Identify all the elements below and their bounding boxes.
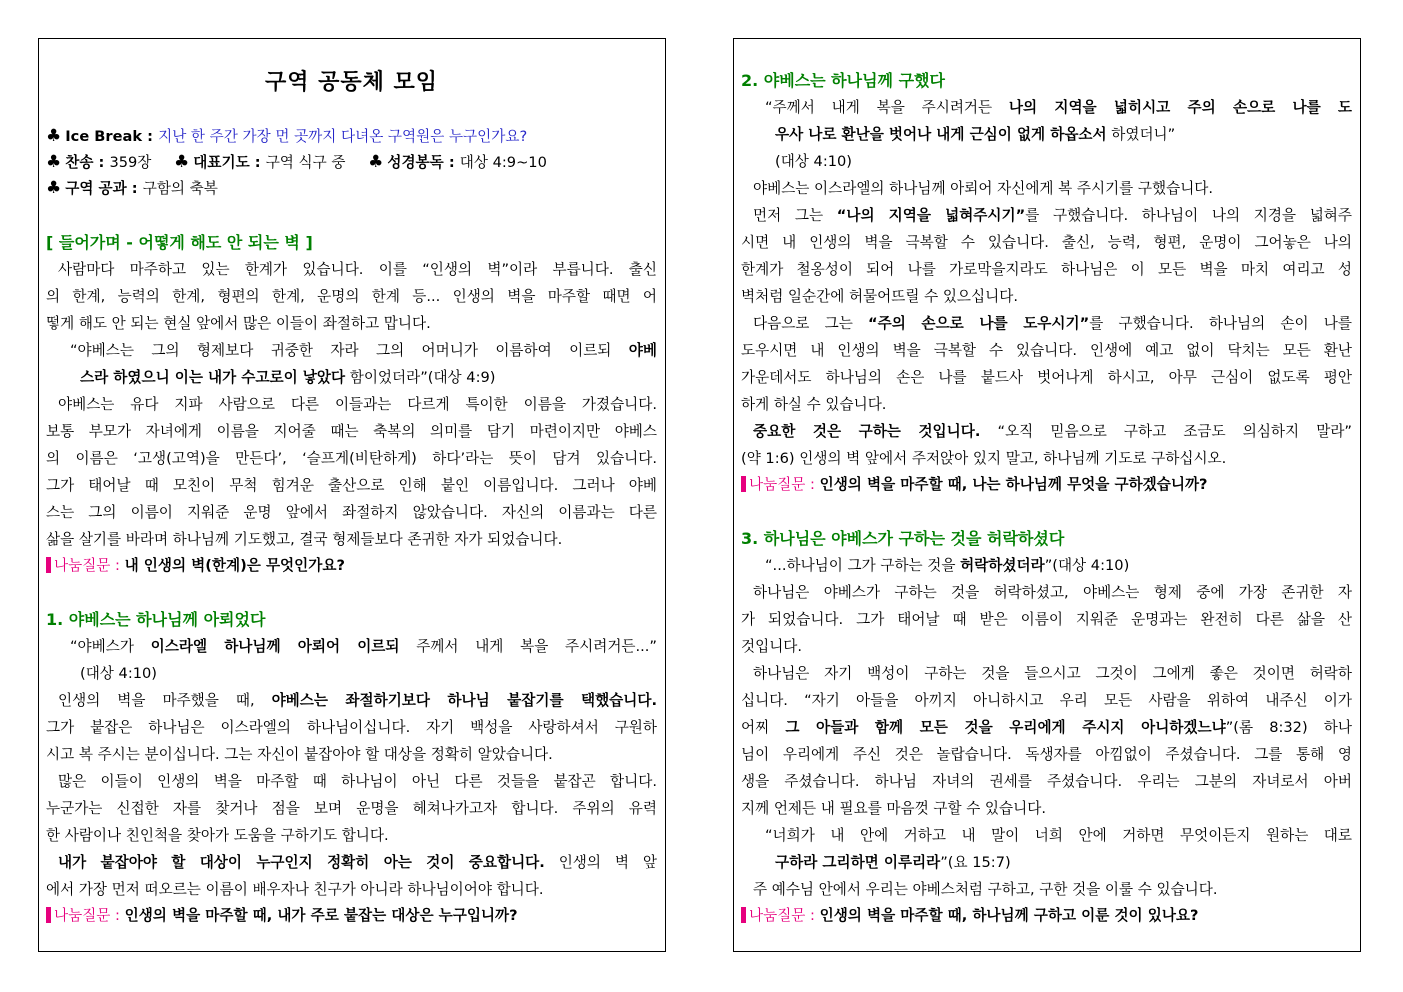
section3-heading: 3. 하나님은 야베스가 구하는 것을 허락하셨다 bbox=[741, 529, 1065, 548]
intro-verse-line: “야베스는 그의 형제보다 귀중한 자라 그의 어머니가 이름하여 이르되 야베 bbox=[70, 342, 657, 359]
section3-paragraph-line: 지께 언제든 내 필요를 마음껏 구할 수 있습니다. bbox=[741, 800, 1046, 817]
section1-verse-line: “야베스가 이스라엘 하나님께 아뢰어 이르되 주께서 내게 복을 주시려거든...” bbox=[70, 638, 657, 655]
section1-verse-ref: (대상 4:10) bbox=[80, 665, 157, 682]
section3-paragraph-line: 십니다. “자기 아들을 아끼지 아니하시고 우리 모든 사람을 위하여 내주신 이가 bbox=[741, 692, 1352, 709]
section3-paragraph-line: 님이 우리에게 주신 것은 놀랍습니다. 독생자를 아낌없이 주셨습니다. 그를 통해 영 bbox=[741, 746, 1352, 763]
icebreak-question: 지난 한 주간 가장 먼 곳까지 다녀온 구역원은 누구인가요? bbox=[158, 128, 528, 145]
section3-verse-line: “...하나님이 그가 구하는 것을 허락하셨더라”(대상 4:10) bbox=[765, 557, 1130, 574]
section3-paragraph-line: 어찌 그 아들과 함께 모든 것을 우리에게 주시지 아니하겠느냐”(롬 8:32) 하나 bbox=[741, 719, 1352, 736]
section2-paragraph-line: 벽처럼 일순간에 허물어뜨릴 수 있으십니다. bbox=[741, 288, 1018, 305]
section3-paragraph-line: 가 되었습니다. 그가 태어날 때 받은 이름이 지워준 운명과는 완전히 다른 삶을 산 bbox=[741, 611, 1352, 628]
section2-verse-ref: (대상 4:10) bbox=[775, 153, 852, 170]
section2-paragraph-line: 시면 내 인생의 벽을 극복할 수 있습니다. 출신, 능력, 형편, 운명이 그어놓은 나의 bbox=[741, 234, 1352, 251]
intro-paragraph-line: 사람마다 마주하고 있는 한계가 있습니다. 이를 “인생의 벽”이라 부릅니다. 출신 bbox=[58, 261, 657, 278]
section2-heading: 2. 야베스는 하나님께 구했다 bbox=[741, 71, 945, 90]
intro-paragraph-line: 야베스는 유다 지파 사람으로 다른 이들과는 다르게 특이한 이름을 가졌습니다. bbox=[58, 396, 657, 413]
section2-paragraph-line: 중요한 것은 구하는 것입니다. “오직 믿음으로 구하고 조금도 의심하지 말라” bbox=[753, 423, 1352, 440]
section2-verse-line: 우사 나로 환난을 벗어나 내게 근심이 없게 하옵소서 하였더니” bbox=[775, 126, 1176, 143]
club-icon: ♣ bbox=[368, 152, 384, 172]
club-icon: ♣ bbox=[46, 126, 62, 146]
hymn-line: ♣ 찬송 : 359장 ♣ 대표기도 : 구역 식구 중 ♣ 성경봉독 : 대상 4:9~10 bbox=[46, 152, 547, 172]
bookmark-icon bbox=[741, 476, 746, 492]
club-icon: ♣ bbox=[174, 152, 190, 172]
section2-paragraph-line: (약 1:6) 인생의 벽 앞에서 주저앉아 있지 말고, 하나님께 기도로 구하십시오. bbox=[741, 450, 1227, 467]
left-page bbox=[38, 38, 666, 952]
section1-paragraph-line: 많은 이들이 인생의 벽을 마주할 때 하나님이 아닌 다른 것들을 붙잡곤 합니다. bbox=[58, 773, 657, 790]
section2-paragraph-line: 한계가 철옹성이 되어 나를 가로막을지라도 하나님은 이 모든 벽을 마치 여리고 성 bbox=[741, 261, 1352, 278]
club-icon: ♣ bbox=[46, 178, 62, 198]
sharing-question: 나눔질문 : 인생의 벽을 마주할 때, 내가 주로 붙잡는 대상은 누구입니까? bbox=[46, 906, 657, 926]
section3-paragraph-line: 생을 주셨습니다. 하나님 자녀의 권세를 주셨습니다. 우리는 그분의 자녀로서 아버 bbox=[741, 773, 1352, 790]
intro-paragraph-line: 보통 부모가 자녀에게 이름을 지어줄 때는 축복의 의미를 담기 마련이지만 야베스 bbox=[46, 423, 657, 440]
section1-paragraph-line: 인생의 벽을 마주했을 때, 야베스는 좌절하기보다 하나님 붙잡기를 택했습니다. bbox=[58, 692, 657, 709]
bookmark-icon bbox=[46, 907, 51, 923]
section3-verse-line: “너희가 내 안에 거하고 내 말이 너희 안에 거하면 무엇이든지 원하는 대로 bbox=[765, 827, 1352, 844]
intro-heading: [ 들어가며 - 어떻게 해도 안 되는 벽 ] bbox=[46, 233, 313, 252]
section2-paragraph-line: 야베스는 이스라엘의 하나님께 아뢰어 자신에게 복 주시기를 구했습니다. bbox=[753, 180, 1214, 197]
intro-verse-line: 스라 하였으니 이는 내가 수고로이 낳았다 함이었더라”(대상 4:9) bbox=[80, 369, 496, 386]
section1-paragraph-line: 한 사람이나 친인척을 찾아가 도움을 구하기도 합니다. bbox=[46, 827, 389, 844]
sharing-question: 나눔질문 : 내 인생의 벽(한계)은 무엇인가요? bbox=[46, 556, 657, 576]
page-title: 구역 공동체 모임 bbox=[264, 70, 439, 95]
section2-paragraph-line: 가운데서도 하나님의 손은 나를 붙드사 벗어나게 하시고, 아무 근심이 없도록 평안 bbox=[741, 369, 1352, 386]
bookmark-icon bbox=[46, 557, 51, 573]
club-icon: ♣ bbox=[46, 152, 62, 172]
section3-paragraph-line: 하나님은 야베스가 구하는 것을 허락하셨고, 야베스는 형제 중에 가장 존귀한 자 bbox=[753, 584, 1352, 601]
section1-paragraph-line: 시고 복 주시는 분이십니다. 그는 자신이 붙잡아야 할 대상을 정확히 알았습니다. bbox=[46, 746, 553, 763]
section2-paragraph-line: 하게 하실 수 있습니다. bbox=[741, 396, 887, 413]
intro-paragraph-line: 의 이름은 ‘고생(고역)을 만든다’, ‘슬프게(비탄하게) 하다’라는 뜻이 담겨 있습니다. bbox=[46, 450, 657, 467]
section2-paragraph-line: 다음으로 그는 “주의 손으로 나를 도우시기”를 구했습니다. 하나님의 손이 나를 bbox=[753, 315, 1352, 332]
intro-paragraph-line: 삶을 살기를 바라며 하나님께 기도했고, 결국 형제들보다 존귀한 자가 되었습니다. bbox=[46, 531, 563, 548]
sharing-question: 나눔질문 : 인생의 벽을 마주할 때, 나는 하나님께 무엇을 구하겠습니까? bbox=[741, 475, 1352, 495]
section1-paragraph-line: 그가 붙잡은 하나님은 이스라엘의 하나님이십니다. 자기 백성을 사랑하셔서 구원하 bbox=[46, 719, 657, 736]
intro-paragraph-line: 그가 태어날 때 모친이 무척 힘겨운 출산으로 인해 붙인 이름입니다. 그러나 야베 bbox=[46, 477, 657, 494]
section1-paragraph-line: 에서 가장 먼저 떠오르는 이름이 배우자나 친구가 아니라 하나님이어야 합니다. bbox=[46, 881, 544, 898]
section2-paragraph-line: 도우시면 내 인생의 벽을 극복할 수 있습니다. 인생에 예고 없이 닥치는 모든 환난 bbox=[741, 342, 1352, 359]
right-page bbox=[733, 38, 1361, 952]
bookmark-icon bbox=[741, 907, 746, 923]
section2-paragraph-line: 먼저 그는 “나의 지역을 넓혀주시기”를 구했습니다. 하나님이 나의 지경을 넓혀주 bbox=[753, 207, 1352, 224]
section3-paragraph-line: 주 예수님 안에서 우리는 야베스처럼 구하고, 구한 것을 이룰 수 있습니다. bbox=[753, 881, 1218, 898]
section3-paragraph-line: 하나님은 자기 백성이 구하는 것을 들으시고 그것이 그에게 좋은 것이면 허락하 bbox=[753, 665, 1352, 682]
lesson-line: ♣ 구역 공과 : 구함의 축복 bbox=[46, 178, 218, 198]
intro-paragraph-line: 떻게 해도 안 되는 현실 앞에서 많은 이들이 좌절하고 맙니다. bbox=[46, 315, 431, 332]
section1-paragraph-line: 내가 붙잡아야 할 대상이 누구인지 정확히 아는 것이 중요합니다. 인생의 벽 앞 bbox=[58, 854, 657, 871]
section3-paragraph-line: 것입니다. bbox=[741, 638, 803, 655]
intro-paragraph-line: 스는 그의 이름이 지워준 운명 앞에서 좌절하지 않았습니다. 자신의 이름과는 다른 bbox=[46, 504, 657, 521]
section3-verse-line: 구하라 그리하면 이루리라”(요 15:7) bbox=[775, 854, 1011, 871]
sharing-question: 나눔질문 : 인생의 벽을 마주할 때, 하나님께 구하고 이룬 것이 있나요? bbox=[741, 906, 1352, 926]
section1-heading: 1. 야베스는 하나님께 아뢰었다 bbox=[46, 610, 266, 629]
icebreak-line: ♣ Ice Break : 지난 한 주간 가장 먼 곳까지 다녀온 구역원은 누구인가요? bbox=[46, 126, 528, 146]
section2-verse-line: “주께서 내게 복을 주시려거든 나의 지역을 넓히시고 주의 손으로 나를 도 bbox=[765, 99, 1352, 116]
intro-paragraph-line: 의 한계, 능력의 한계, 형편의 한계, 운명의 한계 등... 인생의 벽을 마주할 때면 어 bbox=[46, 288, 657, 305]
section1-paragraph-line: 누군가는 신접한 자를 찾거나 점을 보며 운명을 헤쳐나가고자 합니다. 주위의 유력 bbox=[46, 800, 657, 817]
